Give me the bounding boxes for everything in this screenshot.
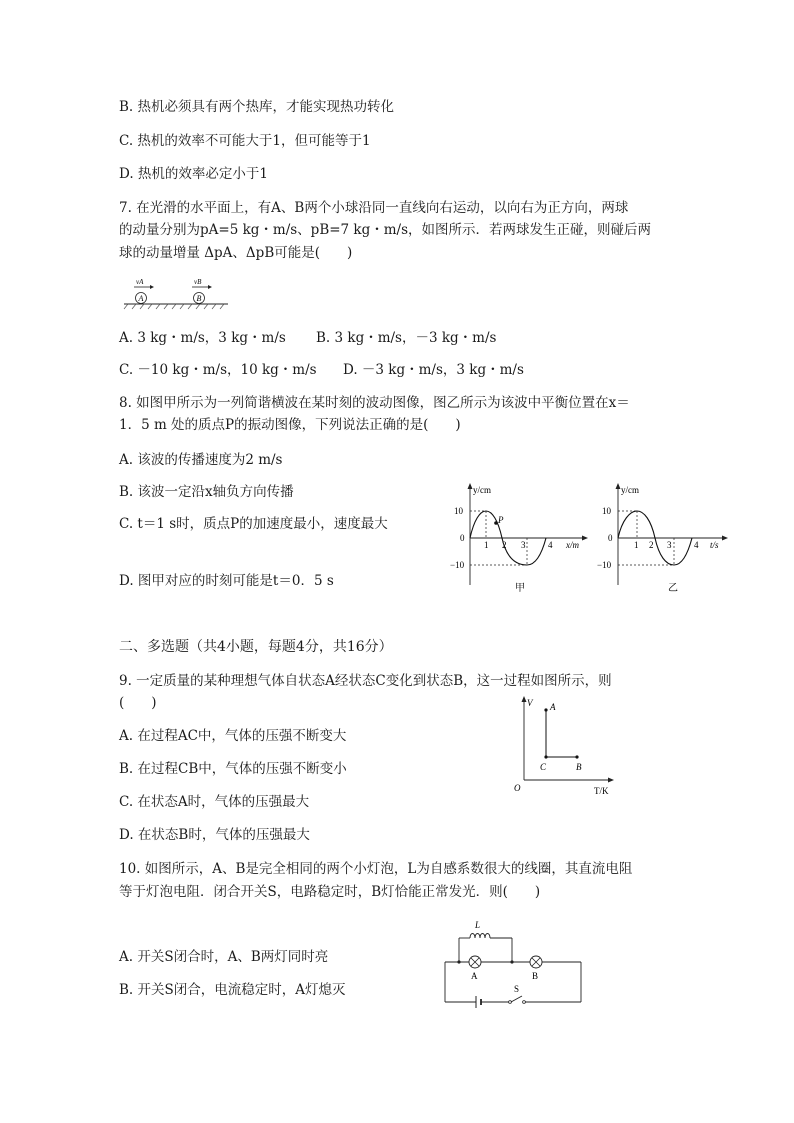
x-tick-1: 1 xyxy=(484,540,489,550)
q9-option-c: C. 在状态A时，气体的压强最大 xyxy=(119,794,310,810)
point-p-label: P xyxy=(498,515,504,525)
t-tick-4: 4 xyxy=(694,540,699,550)
state-b-label: B xyxy=(576,762,582,772)
q9-stem-line2: ( ) xyxy=(119,695,157,711)
inductor-label: L xyxy=(475,920,481,930)
q10-option-a: A. 开关S闭合时，A、B两灯同时亮 xyxy=(119,949,329,965)
q6-option-d: D. 热机的效率必定小于1 xyxy=(119,166,269,182)
q6-option-b: B. 热机必须具有两个热库，才能实现热功转化 xyxy=(119,99,395,115)
origin-label: O xyxy=(514,783,521,793)
state-c xyxy=(544,755,547,758)
q8-figure-yi xyxy=(586,481,732,597)
q7-stem-line1: 7. 在光滑的水平面上，有A、B两个小球沿同一直线向右运动，以向右为正方向，两球 xyxy=(119,200,629,216)
y-tick-10: 10 xyxy=(454,506,463,516)
velocity-b-label: vB xyxy=(194,278,202,286)
q7-option-a: A. 3 kg・m/s，3 kg・m/s xyxy=(119,330,286,346)
q10-option-b: B. 开关S闭合，电流稳定时，A灯熄灭 xyxy=(119,982,346,998)
t-axis-label: t/s xyxy=(710,540,719,550)
q10-figure-circuit xyxy=(440,918,588,1010)
t-axis-label: T/K xyxy=(594,786,609,796)
inductor-coil xyxy=(470,934,490,939)
t-tick-3: 3 xyxy=(667,540,672,550)
q7-figure-balls xyxy=(122,276,232,310)
y-tick-minus10: −10 xyxy=(450,560,465,570)
caption-yi: 乙 xyxy=(668,583,678,594)
lamp-b-label: B xyxy=(532,971,539,981)
y-tick-0: 0 xyxy=(460,533,465,543)
state-c-label: C xyxy=(540,762,547,772)
y-axis-label: y/cm xyxy=(621,485,639,495)
q9-stem-line1: 9. 一定质量的某种理想气体自状态A经状态C变化到状态B，这一过程如图所示，则 xyxy=(119,673,612,689)
x-axis-label: x/m xyxy=(566,540,579,550)
caption-jia: 甲 xyxy=(515,583,525,594)
ball-b-label: B xyxy=(196,294,202,303)
x-tick-2: 2 xyxy=(502,540,507,550)
velocity-a-label: vA xyxy=(136,278,144,286)
t-tick-1: 1 xyxy=(634,540,639,550)
q9-option-a: A. 在过程AC中，气体的压强不断变大 xyxy=(119,728,347,744)
q6-option-c: C. 热机的效率不可能大于1，但可能等于1 xyxy=(119,133,371,149)
state-a-label: A xyxy=(550,702,556,712)
state-b xyxy=(575,755,578,758)
switch-s xyxy=(511,996,522,1002)
q7-stem-line2: 的动量分别为pA=5 kg・m/s、pB=7 kg・m/s，如图所示．若两球发生正碰，则碰后两 xyxy=(119,222,652,238)
q8-stem-line2: 1．5 m 处的质点P的振动图像，下列说法正确的是( ) xyxy=(119,417,461,433)
y-axis-label: y/cm xyxy=(473,485,491,495)
section-2-heading: 二、多选题（共4小题，每题4分，共16分） xyxy=(119,639,393,655)
q8-figure-jia xyxy=(446,481,592,597)
q8-stem-line1: 8. 如图甲所示为一列简谐横波在某时刻的波动图像，图乙所示为该波中平衡位置在x＝ xyxy=(119,395,630,411)
q9-figure-vt xyxy=(510,694,622,798)
q10-stem-line1: 10. 如图所示，A、B是完全相同的两个小灯泡，L为自感系数很大的线圈，其直流电阻 xyxy=(119,861,633,877)
t-tick-2: 2 xyxy=(649,540,654,550)
lamp-a-label: A xyxy=(471,971,478,981)
q8-option-b: B. 该波一定沿x轴负方向传播 xyxy=(119,484,294,500)
q9-option-d: D. 在状态B时，气体的压强最大 xyxy=(119,827,310,843)
y-tick-minus10: −10 xyxy=(597,560,612,570)
q10-stem-line2: 等于灯泡电阻．闭合开关S，电路稳定时，B灯恰能正常发光．则( ) xyxy=(119,884,541,900)
q7-option-b: B. 3 kg・m/s，－3 kg・m/s xyxy=(316,330,497,346)
q9-option-b: B. 在过程CB中，气体的压强不断变小 xyxy=(119,761,347,777)
q8-option-a: A. 该波的传播速度为2 m/s xyxy=(119,452,283,468)
q8-option-c: C. t＝1 s时，质点P的加速度最小，速度最大 xyxy=(119,516,388,532)
q8-option-d: D. 图甲对应的时刻可能是t＝0．5 s xyxy=(119,573,334,589)
q7-option-d: D. －3 kg・m/s，3 kg・m/s xyxy=(343,362,524,378)
switch-label: S xyxy=(514,984,520,994)
q7-stem-line3: 球的动量增量 ΔpA、ΔpB可能是( ) xyxy=(119,245,353,261)
state-a xyxy=(544,708,547,711)
v-axis-label: V xyxy=(527,698,533,708)
y-tick-0: 0 xyxy=(608,533,613,543)
ball-a-label: A xyxy=(138,294,144,303)
x-tick-3: 3 xyxy=(521,540,526,550)
y-tick-10: 10 xyxy=(602,506,611,516)
x-tick-4: 4 xyxy=(548,540,553,550)
q7-option-c: C. －10 kg・m/s，10 kg・m/s xyxy=(119,362,317,378)
